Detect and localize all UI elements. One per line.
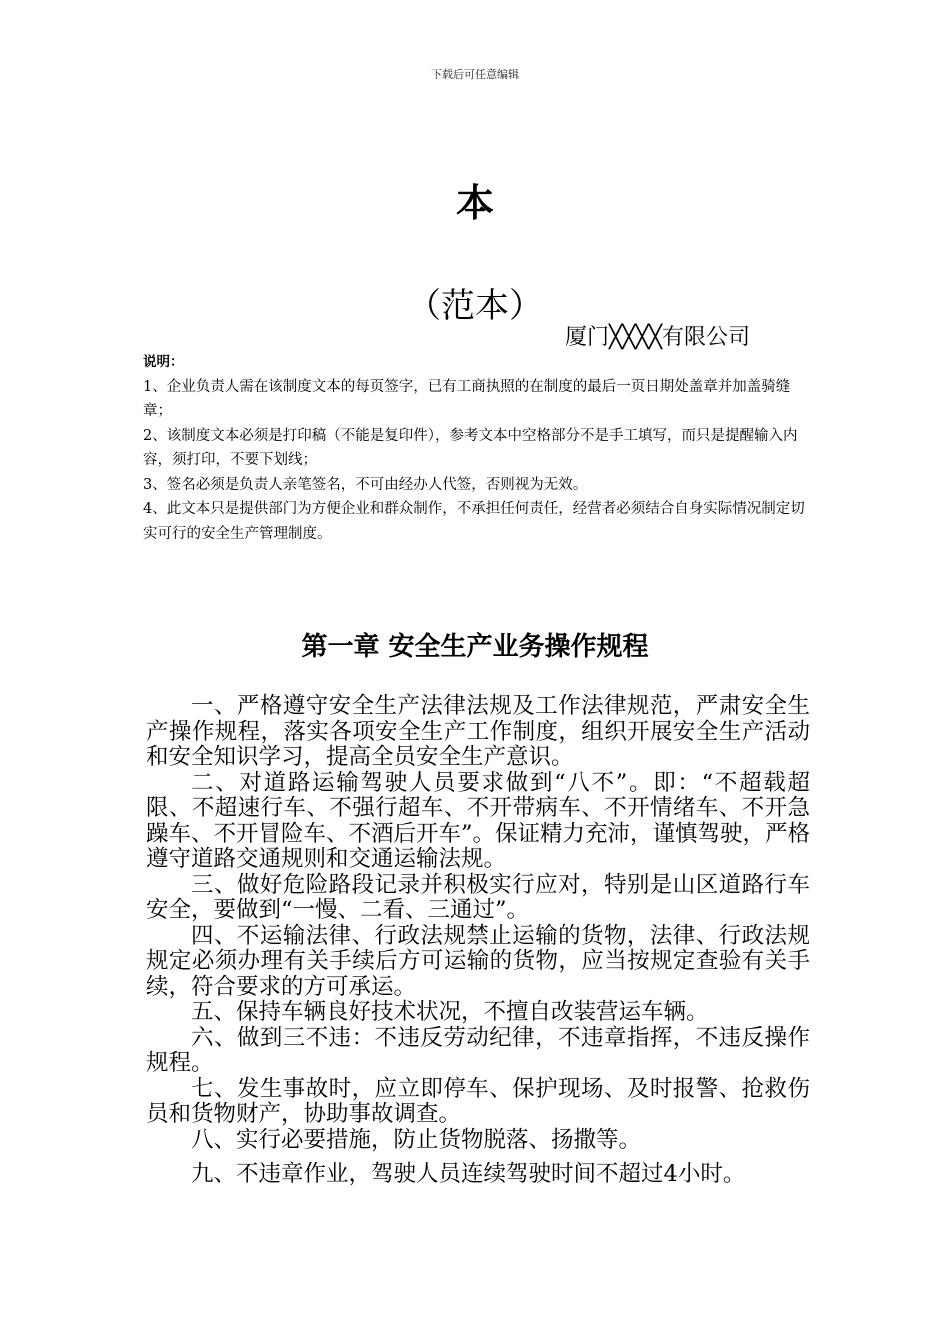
rule-item: 七、发生事故时，应立即停车、保护现场、及时报警、抢救伤员和货物财产，协助事故调查。 xyxy=(146,1075,810,1127)
rules-list xyxy=(146,694,810,1188)
page-header-note: 下载后可任意编辑 xyxy=(431,68,519,81)
rule-item: 八、实行必要措施，防止货物脱落、扬撒等。 xyxy=(191,1126,642,1153)
note-item: 3、签名必须是负责人亲笔签名，不可由经办人代签，否则视为无效。 xyxy=(143,476,588,493)
rule-item: 一、严格遵守安全生产法律法规及工作法律规范，严肃安全生产操作规程，落实各项安全生产工作制度，组织开展安全生产活动和安全知识学习，提高全员安全生产意识。 xyxy=(146,693,810,770)
rule-item: 二、对道路运输驾驶人员要求做到“八不”。即：“不超载超限、不超速行车、不强行超车、不开带病车、不开情绪车、不开急躁车、不开冒险车、不酒后开车”。保证精力充沛，谨慎驾驶，严格遵守道路交通规则和交通运输法规。 xyxy=(146,769,811,872)
rule-item: 六、做到三不违：不违反劳动纪律，不违章指挥，不违反操作规程。 xyxy=(146,1024,810,1076)
rule-item: 五、保持车辆良好技术状况，不擅自改装营运车辆。 xyxy=(191,999,709,1025)
document-subtitle: （范本） xyxy=(407,286,543,326)
note-item: 4、此文本只是提供部门为方便企业和群众制作，不承担任何责任，经营者必须结合自身实际情况制定切实可行的安全生产管理制度。 xyxy=(143,501,805,542)
company-name: 厦门╳╳╳╳有限公司 xyxy=(565,325,750,350)
chapter-title: 第一章 安全生产业务操作规程 xyxy=(301,632,649,662)
notes-heading: 说明： xyxy=(143,354,184,370)
note-item: 2、该制度文本必须是打印稿（不能是复印件），参考文本中空格部分不是手工填写，而只是提醒输入内容，须打印，不要下划线； xyxy=(143,427,798,468)
rule-item: 九、不违章作业，驾驶人员连续驾驶时间不超过4小时。 xyxy=(191,1161,746,1187)
rule-item: 三、做好危险路段记录并积极实行应对，特别是山区道路行车安全，要做到“一慢、二看、三通过”。 xyxy=(146,871,810,923)
notes-section xyxy=(143,350,815,546)
rule-item: 四、不运输法律、行政法规禁止运输的货物，法律、行政法规规定必须办理有关手续后方可运输的货物，应当按规定查验有关手续，符合要求的方可承运。 xyxy=(146,922,810,1000)
document-title: 本 xyxy=(455,181,494,225)
note-item: 1、企业负责人需在该制度文本的每页签字，已有工商执照的在制度的最后一页日期处盖章并加盖骑缝章； xyxy=(143,378,791,419)
